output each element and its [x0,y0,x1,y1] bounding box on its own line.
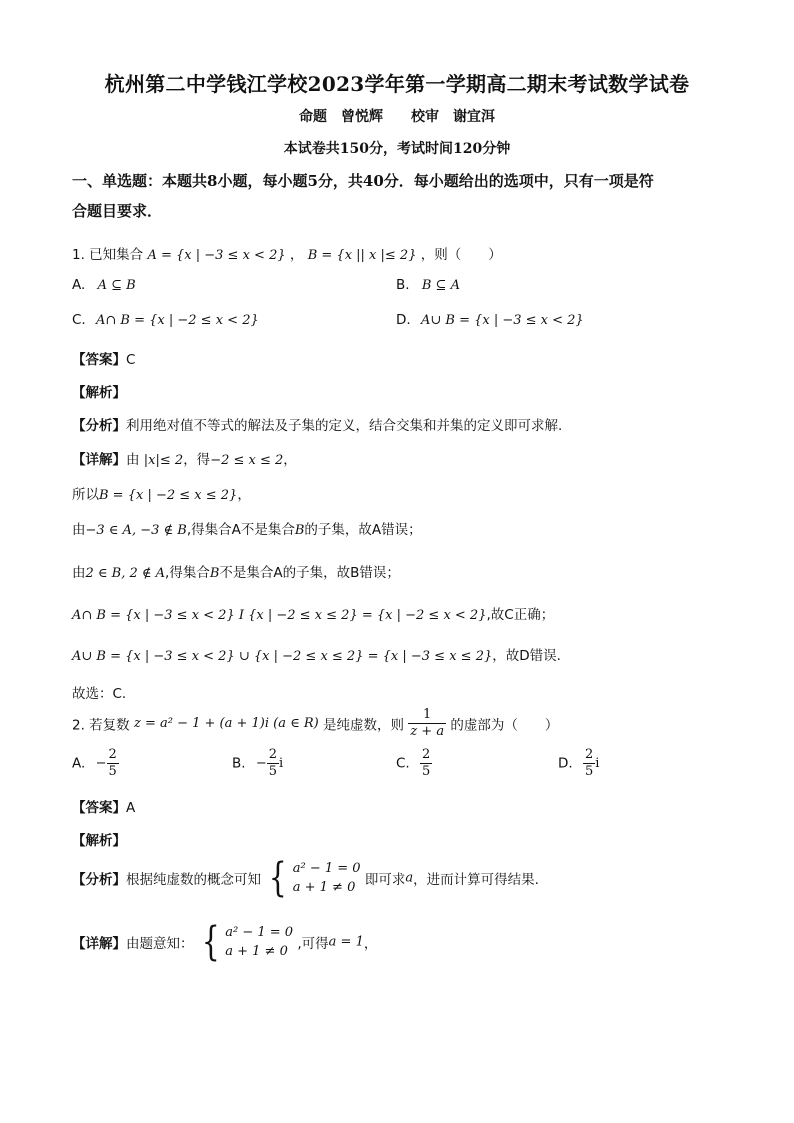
q1-detail-1c: ，得 [183,452,211,468]
q2-fenxi-label: 【分析】 [72,872,126,888]
q1-detail-2c: ， [237,487,251,503]
q2-stem-expr: z = a² − 1 + (a + 1)i (a ∈ R) [133,716,319,731]
q2-frac-num: 1 [408,707,446,724]
q2-option-c-label: C. [396,755,410,772]
q1-set-b: B = {x || x |≤ 2} [307,248,417,263]
q1-detail-1e: ， [283,452,297,468]
q2-stem-suffix: 的虚部为（ ） [450,717,559,734]
q2-option-a-frac [107,747,119,780]
q1-set-a: A = {x | −3 ≤ x < 2} [147,248,286,263]
q1-detail-3a: 由 [72,522,86,538]
q1-detail-6b: ，故D错误. [492,648,561,664]
q1-detail-3d: B [294,523,305,538]
q2-sys2-row1: a² − 1 = 0 [225,925,294,940]
question-1-stem: 1. 已知集合 A = {x | −3 ≤ x < 2} ， B = {x || x |≤ 2} ，则（ ） [72,247,502,263]
q1-option-a [72,277,136,293]
q1-detail-line6 [72,644,561,664]
section-heading-line1: 一、单选题：本题共8小题，每小题5分，共40分．每小题给出的选项中，只有一项是符 [72,172,654,190]
exam-authors: 命题 曾悦辉 校审 谢宜洱 [299,109,495,125]
q2-detail-system: { a² − 1 = 0 a + 1 ≠ 0 [201,919,294,965]
q2-detail [72,919,378,965]
q2-option-d-den: 5 [584,764,594,779]
q1-option-a-text: A ⊆ B [97,278,136,293]
q2-option-b-sign: − [255,756,267,771]
q2-option-b-label: B. [232,755,246,772]
q2-option-c-den: 5 [422,764,431,779]
q1-conclusion: 故选：C. [72,686,127,702]
q1-option-d [396,312,584,328]
q1-stem-prefix: 1. 已知集合 [72,247,144,263]
q2-option-d [558,747,599,780]
q1-stem-suffix: ，则（ ） [420,247,502,263]
q2-option-a-sign: − [95,756,107,771]
exam-info: 本试卷共150分，考试时间120分钟 [283,141,511,157]
q1-detail-6a: A∪ B = {x | −3 ≤ x < 2} ∪ {x | −2 ≤ x ≤ 2} = {x | −3 ≤ x ≤ 2} [72,649,493,664]
q1-option-b [396,277,460,293]
q1-detail-4c: ,得集合 [165,565,210,581]
q2-option-d-suffix: i [595,756,600,771]
q2-answer [72,796,135,816]
q2-option-c [396,747,432,780]
q2-option-b-suffix: i [279,756,284,771]
q1-detail-line1 [72,448,297,468]
q1-detail-4e: 不是集合A的子集，故B错误； [219,565,400,581]
q2-option-b-num: 2 [268,747,278,762]
q1-option-c-text: A∩ B = {x | −2 ≤ x < 2} [96,313,259,328]
q2-option-a-den: 5 [108,764,117,779]
q1-detail-line2 [72,483,251,503]
q2-option-d-label: D. [558,755,573,772]
q2-option-b-frac [267,747,279,780]
q2-frac-den: z + a [410,724,445,739]
q1-detail-line4 [72,561,400,581]
q1-detail-2b: B = {x | −2 ≤ x ≤ 2} [99,488,238,503]
q1-detail-1a: 由 [126,452,140,468]
q1-detail-3c: ,得集合A不是集合 [186,522,295,538]
q2-sys1-row2: a + 1 ≠ 0 [292,880,356,895]
question-2-stem [72,707,558,740]
q2-fenxi-c: ，进而计算可得结果. [413,872,539,888]
q1-analysis-label: 【解析】 [72,385,126,401]
q1-detail-2a: 所以 [72,487,99,503]
q2-option-b-den: 5 [268,764,278,779]
q2-option-a-label: A. [72,755,86,772]
q2-answer-value: A [126,800,136,816]
q1-detail-4d: B [209,566,220,581]
q1-option-d-label: D. [396,312,411,328]
q2-fenxi-a: 根据纯虚数的概念可知 [126,872,261,888]
q1-detail-5b: ,故C正确； [486,607,555,623]
q1-answer [72,348,135,368]
q2-fraction [408,707,446,740]
q1-detail-1d: −2 ≤ x ≤ 2 [210,453,284,468]
q1-fenxi-text: 利用绝对值不等式的解法及子集的定义，结合交集和并集的定义即可求解. [126,418,563,434]
q1-answer-value: C [126,352,136,368]
q2-fenxi-system: { a² − 1 = 0 a + 1 ≠ 0 [269,855,361,901]
q2-analysis-label: 【解析】 [72,833,126,849]
q1-detail-label: 【详解】 [72,452,126,468]
q1-fenxi-label: 【分析】 [72,418,126,434]
q1-detail-3e: 的子集，故A错误； [304,522,422,538]
q2-detail-b: ,可得 [297,936,329,952]
q1-option-c-label: C. [72,312,86,328]
q2-option-c-frac [420,747,432,780]
q2-stem-mid: 是纯虚数，则 [323,717,405,734]
q2-fenxi [72,855,539,901]
q2-option-b [232,747,283,780]
q2-option-d-num: 2 [584,747,594,762]
q1-fenxi [72,414,562,434]
q2-detail-label: 【详解】 [72,936,126,952]
q2-answer-label: 【答案】 [72,800,126,816]
q1-answer-label: 【答案】 [72,352,126,368]
q2-option-d-frac [583,747,595,780]
q1-option-a-label: A. [72,277,86,293]
exam-title: 杭州第二中学钱江学校2023学年第一学期高二期末考试数学试卷 [104,72,690,96]
q2-fenxi-var: a [405,870,414,886]
q1-option-c [72,312,259,328]
q2-option-a-num: 2 [108,747,117,762]
q1-detail-line5 [72,603,554,623]
q2-detail-a: 由题意知： [126,936,194,952]
section-heading-line2: 合题目要求． [72,202,163,220]
q2-option-a [72,747,119,780]
q1-detail-line3 [72,518,422,538]
q1-detail-1b: |x|≤ 2 [143,453,184,468]
q2-sys2-row2: a + 1 ≠ 0 [225,944,288,959]
q2-detail-c: a = 1 [328,934,364,950]
q2-detail-d: ， [363,936,378,952]
q1-detail-4a: 由 [72,565,86,581]
q2-stem-prefix: 2. 若复数 [72,717,130,734]
q1-option-d-text: A∪ B = {x | −3 ≤ x < 2} [420,313,584,328]
q1-detail-5a: A∩ B = {x | −3 ≤ x < 2} I {x | −2 ≤ x ≤ 2} = {x | −2 ≤ x < 2} [72,608,487,623]
q2-fenxi-b: 即可求 [364,872,406,888]
q1-detail-3b: −3 ∈ A, −3 ∉ B [85,523,187,538]
q2-sys1-row1: a² − 1 = 0 [292,861,361,876]
q1-option-b-label: B. [396,277,410,293]
q2-option-c-num: 2 [422,747,431,762]
q1-option-b-text: B ⊆ A [421,278,460,293]
q1-detail-4b: 2 ∈ B, 2 ∉ A [85,566,166,581]
